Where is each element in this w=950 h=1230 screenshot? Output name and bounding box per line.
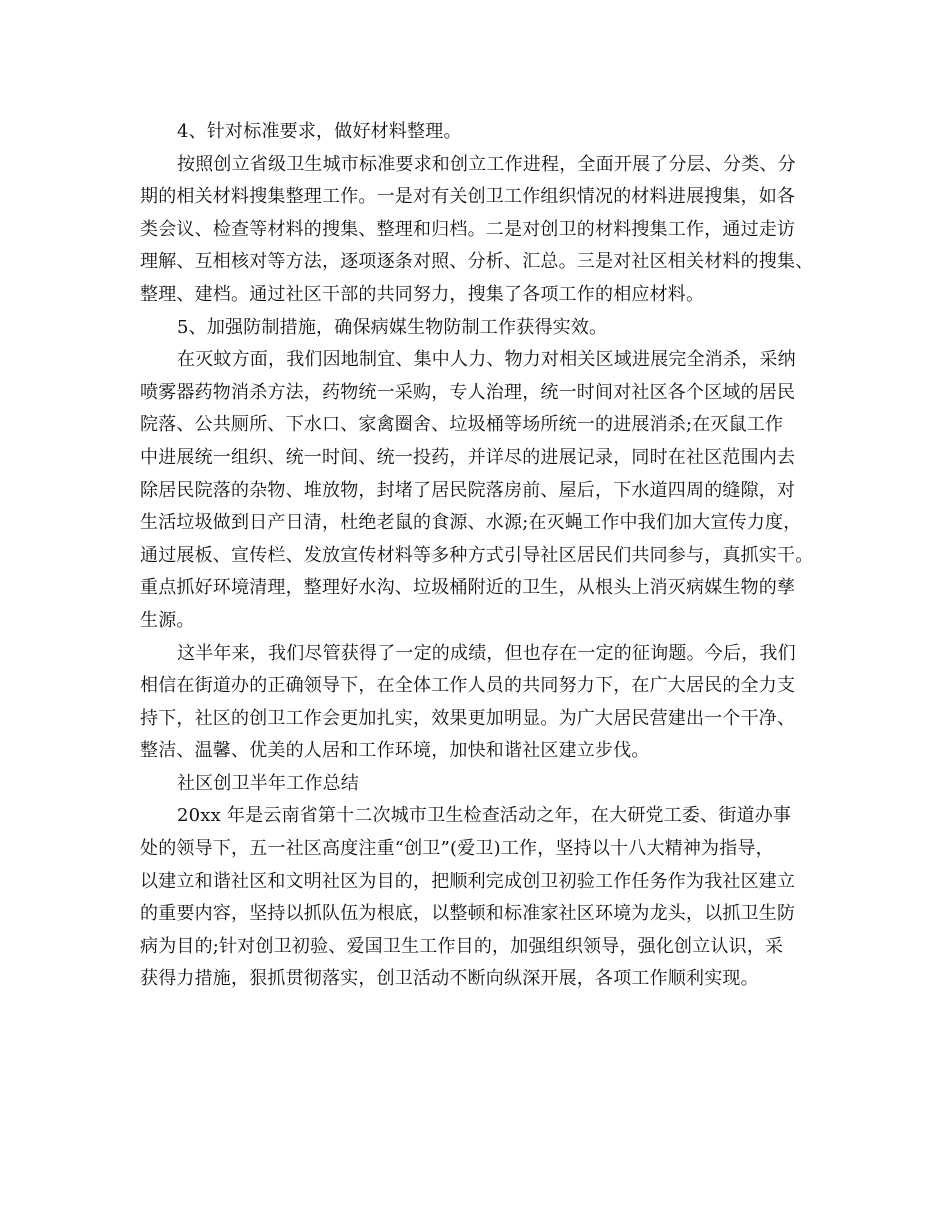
paragraph-line: 以建立和谐社区和文明社区为目的，把顺利完成创卫初验工作任务作为我社区建立: [140, 870, 796, 892]
paragraph-line: 20xx 年是云南省第十二次城市卫生检查活动之年，在大研党工委、街道办事: [177, 805, 792, 827]
paragraph-line: 理解、互相核对等方法，逐项逐条对照、分析、汇总。三是对社区相关材料的搜集、: [140, 251, 814, 273]
paragraph-line: 生源。: [140, 609, 195, 631]
paragraph-line: 相信在街道办的正确领导下，在全体工作人员的共同努力下，在广大居民的全力支: [140, 675, 796, 697]
paragraph-line: 处的领导下，五一社区高度注重“创卫”(爱卫)工作，坚持以十八大精神为指导，: [140, 838, 774, 860]
paragraph-line: 持下，社区的创卫工作会更加扎实，效果更加明显。为广大居民营建出一个干净、: [140, 707, 796, 729]
paragraph-line: 在灭蚊方面，我们因地制宜、集中人力、物力对相关区域进展完全消杀，采纳: [177, 349, 796, 371]
paragraph-line: 中进展统一组织、统一时间、统一投药，并详尽的进展记录，同时在社区范围内去: [140, 446, 796, 468]
document-title: 社区创卫半年工作总结: [177, 772, 359, 794]
section-heading: 4、针对标准要求，做好材料整理。: [177, 121, 462, 142]
paragraph-line: 期的相关材料搜集整理工作。一是对有关创卫工作组织情况的材料进展搜集，如各: [140, 186, 796, 208]
paragraph-line: 生活垃圾做到日产日清，杜绝老鼠的食源、水源;在灭蝇工作中我们加大宣传力度，: [140, 512, 802, 534]
section-heading: 5、加强防制措施，确保病媒生物防制工作获得实效。: [177, 316, 608, 338]
paragraph-line: 通过展板、宣传栏、发放宣传材料等多种方式引导社区居民们共同参与，真抓实干。: [140, 544, 814, 566]
paragraph-line: 重点抓好环境清理，整理好水沟、垃圾桶附近的卫生，从根头上消灭病媒生物的孳: [140, 577, 796, 599]
paragraph-line: 病为目的;针对创卫初验、爱国卫生工作目的，加强组织领导，强化创立认识，采: [140, 935, 784, 957]
paragraph-line: 除居民院落的杂物、堆放物，封堵了居民院落房前、屋后，下水道四周的缝隙，对: [140, 479, 796, 501]
paragraph-line: 类会议、检查等材料的搜集、整理和归档。二是对创卫的材料搜集工作，通过走访: [140, 218, 796, 240]
document-body: [140, 116, 830, 996]
paragraph-line: 整理、建档。通过社区干部的共同努力，搜集了各项工作的相应材料。: [140, 283, 705, 305]
paragraph-line: 喷雾器药物消杀方法，药物统一采购，专人治理，统一时间对社区各个区域的居民: [140, 381, 796, 403]
paragraph-line: 这半年来，我们尽管获得了一定的成绩，但也存在一定的征询题。今后，我们: [177, 642, 796, 664]
paragraph-line: 按照创立省级卫生城市标准要求和创立工作进程，全面开展了分层、分类、分: [177, 153, 796, 175]
paragraph-line: 获得力措施，狠抓贯彻落实，创卫活动不断向纵深开展，各项工作顺利实现。: [140, 968, 759, 990]
paragraph-line: 院落、公共厕所、下水口、家禽圈舍、垃圾桶等场所统一的进展消杀;在灭鼠工作: [140, 414, 784, 436]
paragraph-line: 的重要内容，坚持以抓队伍为根底，以整顿和标准家社区环境为龙头，以抓卫生防: [140, 903, 796, 925]
paragraph-line: 整洁、温馨、优美的人居和工作环境，加快和谐社区建立步伐。: [140, 740, 650, 762]
